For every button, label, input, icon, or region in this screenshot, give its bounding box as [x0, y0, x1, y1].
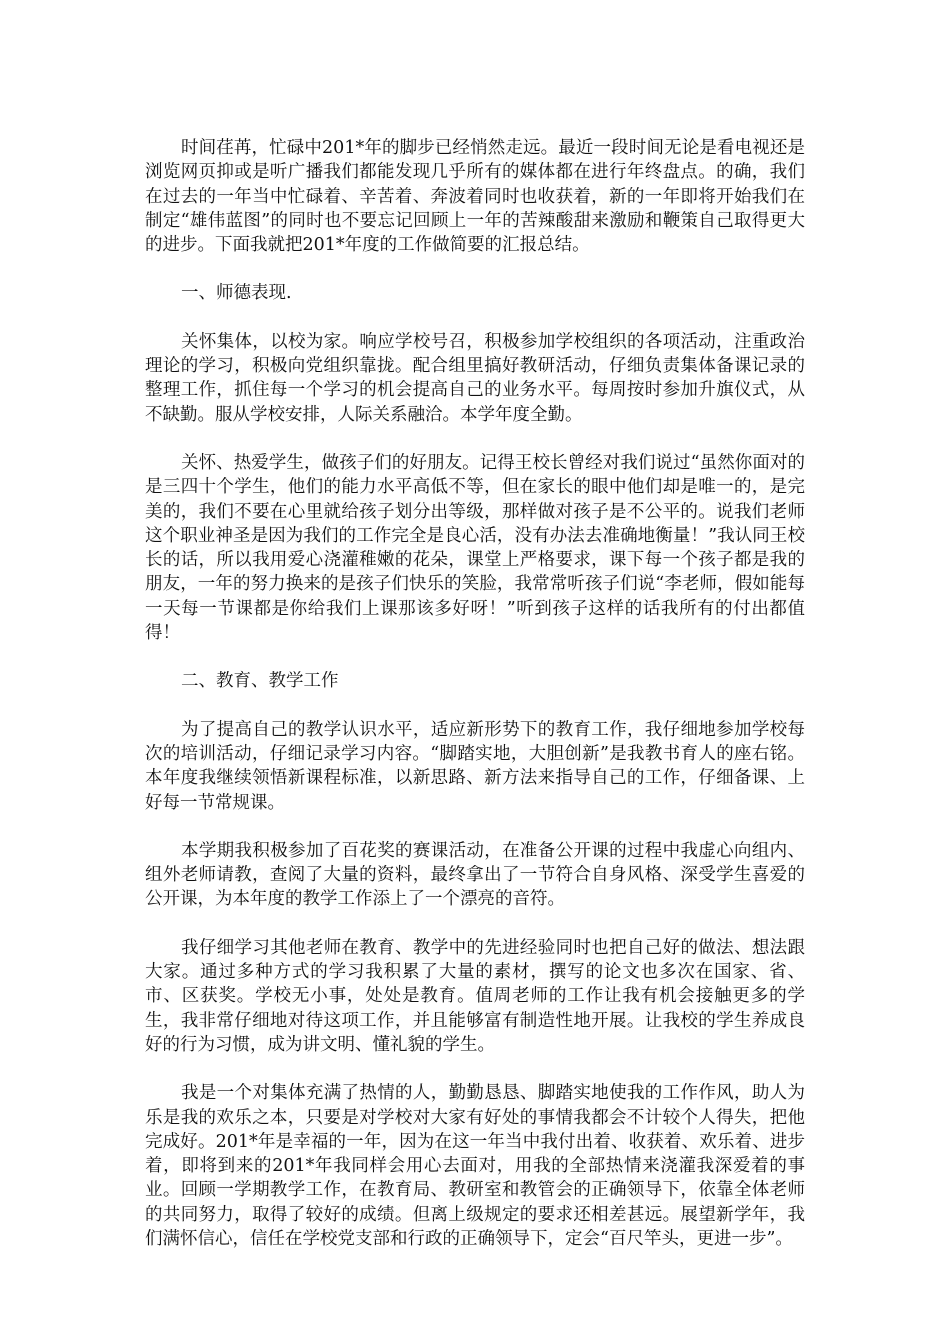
paragraph-training: 为了提高自己的教学认识水平，适应新形势下的教育工作，我仔细地参加学校每次的培训活动，仔细记录学习内容。“脚踏实地，大胆创新”是我教书育人的座右铭。本年度我继续领悟新课程标准，以新思路、新方法来指导自己的工作，仔细备课、上好每一节常规课。: [145, 719, 805, 813]
document-body: [145, 136, 805, 1275]
paragraph-competition: 本学期我积极参加了百花奖的赛课活动，在准备公开课的过程中我虚心向组内、组外老师请教，查阅了大量的资料，最终拿出了一节符合自身风格、深受学生喜爱的公开课，为本年度的教学工作添上了一个漂亮的音符。: [145, 840, 805, 910]
paragraph-learning: 我仔细学习其他老师在教育、教学中的先进经验同时也把自己好的做法、想法跟大家。通过多种方式的学习我积累了大量的素材，撰写的论文也多次在国家、省、市、区获奖。学校无小事，处处是教育。值周老师的工作让我有机会接触更多的学生，我非常仔细地对待这项工作，并且能够富有制造性地开展。让我校的学生养成良好的行为习惯，成为讲文明、懂礼貌的学生。: [145, 937, 805, 1055]
paragraph-collective: 关怀集体，以校为家。响应学校号召，积极参加学校组织的各项活动，注重政治理论的学习，积极向党组织靠拢。配合组里搞好教研活动，仔细负责集体备课记录的整理工作，抓住每一个学习的机会提高自己的业务水平。每周按时参加升旗仪式，从不缺勤。服从学校安排，人际关系融洽。本学年度全勤。: [145, 331, 805, 425]
paragraph-students: 关怀、热爱学生，做孩子们的好朋友。记得王校长曾经对我们说过“虽然你面对的是三四十个学生，他们的能力水平高低不等，但在家长的眼中他们却是唯一的，是完美的，我们不要在心里就给孩子划分出等级，那样做对孩子是不公平的。说我们老师这个职业神圣是因为我们的工作完全是良心活，没有办法去准确地衡量！”我认同王校长的话，所以我用爱心浇灌稚嫩的花朵，课堂上严格要求，课下每一个孩子都是我的朋友，一年的努力换来的是孩子们快乐的笑脸，我常常听孩子们说“李老师，假如能每一天每一节课都是你给我们上课那该多好呀！”听到孩子这样的话我所有的付出都值得！: [145, 452, 805, 644]
section-heading-ethics: 一、师德表现.: [181, 283, 292, 304]
section-heading-teaching: 二、教育、教学工作: [181, 671, 339, 692]
paragraph-conclusion: 我是一个对集体充满了热情的人，勤勤恳恳、脚踏实地使我的工作作风，助人为乐是我的欢乐之本，只要是对学校对大家有好处的事情我都会不计较个人得失，把他完成好。201*年是幸福的一年，因为在这一年当中我付出着、收获着、欢乐着、进步着，即将到来的201*年我同样会用心去面对，用我的全部热情来浇灌我深爱着的事业。回顾一学期教学工作，在教育局、教研室和教管会的正确领导下，依靠全体老师的共同努力，取得了较好的成绩。但离上级规定的要求还相差甚远。展望新学年，我们满怀信心，信任在学校党支部和行政的正确领导下，定会“百尺竿头，更进一步”。: [145, 1083, 805, 1249]
paragraph-intro: 时间荏苒，忙碌中201*年的脚步已经悄然走远。最近一段时间无论是看电视还是浏览网页抑或是听广播我们都能发现几乎所有的媒体都在进行年终盘点。的确，我们在过去的一年当中忙碌着、辛苦着、奔波着同时也收获着，新的一年即将开始我们在制定“雄伟蓝图”的同时也不要忘记回顾上一年的苦辣酸甜来激励和鞭策自己取得更大的进步。下面我就把201*年度的工作做简要的汇报总结。: [145, 138, 805, 256]
